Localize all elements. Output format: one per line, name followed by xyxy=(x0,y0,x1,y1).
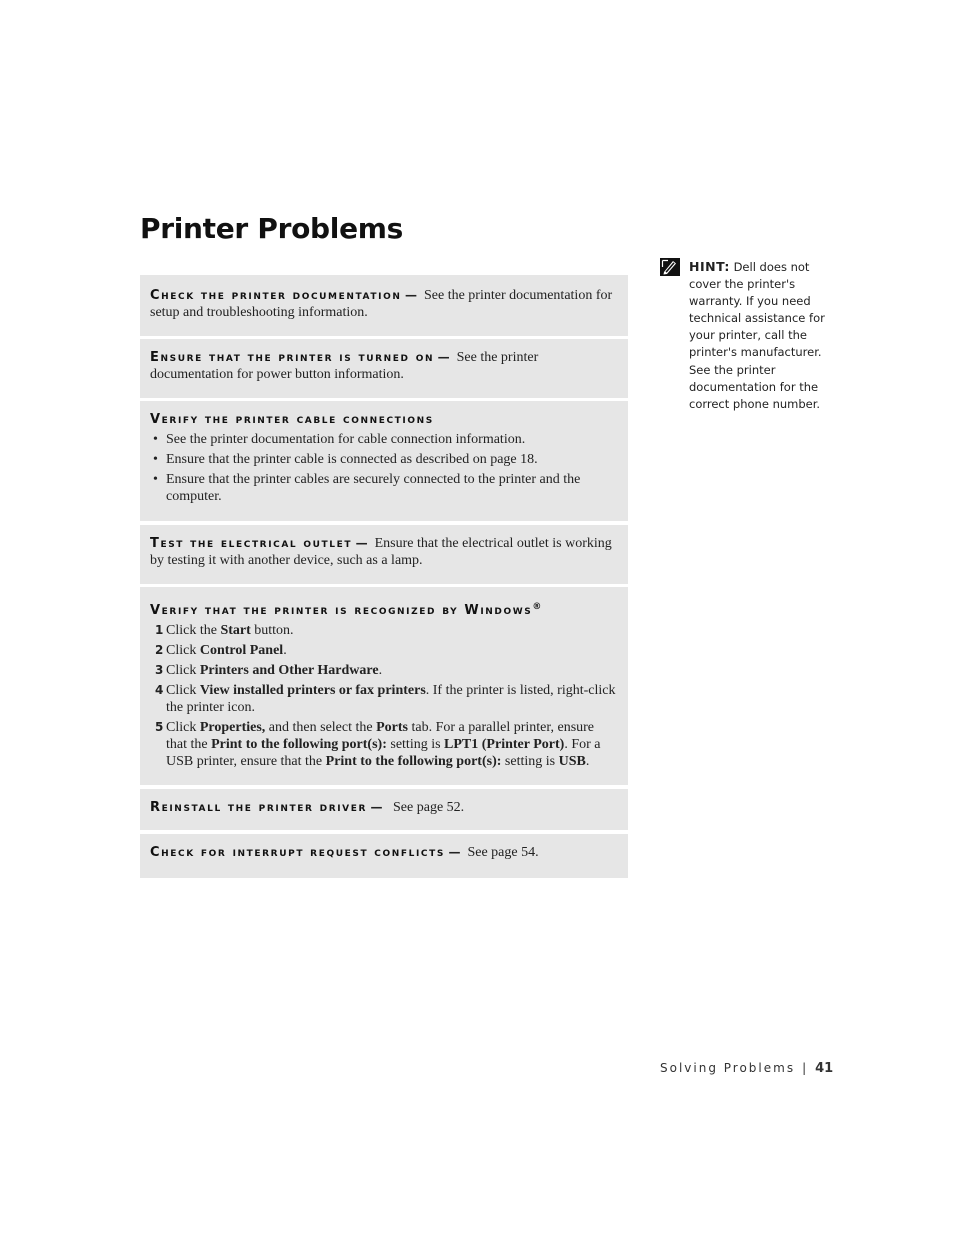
list-item-text: Ensure that the printer cable is connected as described on page 18. xyxy=(166,452,538,467)
ui-term: Print to the following port(s): xyxy=(325,754,502,769)
ui-term: Control Panel xyxy=(199,643,284,658)
step-text: . xyxy=(378,663,383,678)
step-number: 3 xyxy=(155,663,164,677)
step-text: Click xyxy=(166,663,200,678)
ui-term: Start xyxy=(220,623,251,638)
step-text: setting is xyxy=(386,737,445,752)
step-text: button. xyxy=(250,623,294,638)
ui-term: Print to the following port(s): xyxy=(211,737,387,752)
footer-separator: | xyxy=(802,1061,807,1075)
footer-section-title: Solving Problems xyxy=(660,1061,796,1075)
windows-recognition-box xyxy=(140,587,628,785)
step-text: setting is xyxy=(501,754,559,769)
windows-recognition-heading xyxy=(150,599,618,619)
cable-connections-box xyxy=(140,401,628,521)
hint-note xyxy=(660,258,830,413)
page-footer xyxy=(660,1061,834,1076)
ensure-power-lead: Ensure that the printer is turned on xyxy=(150,350,435,365)
page-title: Printer Problems xyxy=(140,212,404,245)
electrical-outlet-text: Ensure that the electrical outlet is working by testing it with another device, such as a lamp. xyxy=(150,536,612,568)
list-item-text: Ensure that the printer cables are securely connected to the printer and the computer. xyxy=(166,472,581,504)
dash: — xyxy=(448,845,461,859)
dash: — xyxy=(355,536,368,550)
list-item xyxy=(150,642,618,659)
step-text: tab. For a parallel printer, ensure that the xyxy=(166,720,595,752)
list-item xyxy=(150,622,618,639)
ensure-power-box xyxy=(140,339,628,398)
irq-conflicts-box xyxy=(140,834,628,878)
list-item xyxy=(150,682,618,716)
list-item xyxy=(150,451,618,468)
reinstall-driver-box xyxy=(140,789,628,830)
check-documentation-text: See the printer documentation for setup and troubleshooting information. xyxy=(150,288,613,320)
cable-connections-lead: Verify the printer cable connections xyxy=(150,412,434,427)
bullet: • xyxy=(153,452,158,467)
step-text: Click xyxy=(166,643,200,658)
note-pencil-icon xyxy=(660,258,680,276)
list-item xyxy=(150,471,618,505)
reinstall-driver-text: See page 52. xyxy=(393,800,465,815)
step-text: . xyxy=(585,754,590,769)
windows-recognition-lead: Verify that the printer is recognized by Windows xyxy=(150,603,533,618)
registered-mark: ® xyxy=(532,602,542,612)
dash: — xyxy=(404,288,417,302)
ui-term: LPT1 (Printer Port) xyxy=(444,737,565,752)
electrical-outlet-lead: Test the electrical outlet xyxy=(150,536,353,551)
list-item xyxy=(150,719,618,770)
bullet: • xyxy=(153,472,158,487)
list-item xyxy=(150,662,618,679)
irq-conflicts-lead: Check for interrupt request conflicts xyxy=(150,845,445,860)
step-number: 1 xyxy=(155,623,164,637)
list-item-text: See the printer documentation for cable connection information. xyxy=(166,432,526,447)
list-item xyxy=(150,431,618,448)
step-text: . If the printer is listed, right-click the printer icon. xyxy=(166,683,616,715)
dash: — xyxy=(370,800,383,814)
check-documentation-box xyxy=(140,275,628,336)
page-number: 41 xyxy=(815,1061,834,1076)
ui-term: View installed printers or fax printers xyxy=(199,683,426,698)
hint-label: HINT: xyxy=(689,259,730,274)
check-documentation-lead: Check the printer documentation xyxy=(150,288,402,303)
step-text: Click the xyxy=(166,623,221,638)
step-number: 4 xyxy=(155,683,164,697)
cable-connections-list xyxy=(150,431,618,505)
ui-term: USB xyxy=(558,754,586,769)
step-text: Click xyxy=(166,683,200,698)
step-number: 5 xyxy=(155,720,164,734)
dash: — xyxy=(437,350,450,364)
step-text: . xyxy=(283,643,287,658)
windows-steps-list xyxy=(150,622,618,770)
step-text: . For a USB printer, ensure that the xyxy=(166,737,601,769)
hint-body xyxy=(689,258,830,413)
ui-term: Printers and Other Hardware xyxy=(199,663,379,678)
electrical-outlet-box xyxy=(140,525,628,584)
hint-text: Dell does not cover the printer's warranty. If you need technical assistance for your printer, call the printer's manufacturer. See the printer documentation for the correct phone number. xyxy=(689,260,825,411)
ui-term: Properties, xyxy=(199,720,266,735)
irq-conflicts-text: See page 54. xyxy=(467,845,539,860)
step-text: and then select the xyxy=(265,720,377,735)
ensure-power-text: See the printer documentation for power button information. xyxy=(150,350,539,382)
ui-term: Ports xyxy=(376,720,408,735)
step-number: 2 xyxy=(155,643,164,657)
step-text: Click xyxy=(166,720,200,735)
reinstall-driver-lead: Reinstall the printer driver xyxy=(150,800,368,815)
bullet: • xyxy=(153,432,158,447)
